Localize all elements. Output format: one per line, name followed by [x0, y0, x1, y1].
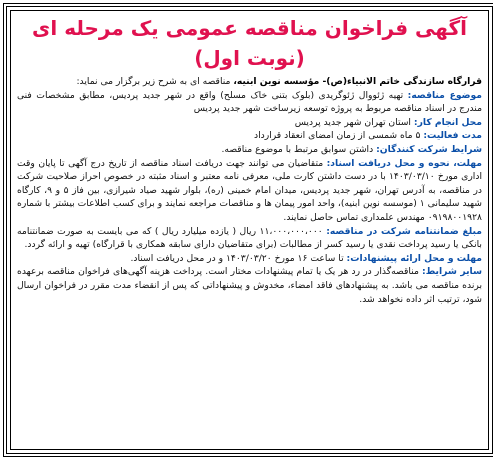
- section-text: تهیه ژئووال ژئوگریدی (بلوک بتنی خاک مسلح) واقع در شهر جدید پردیس، مطابق مشخصات فنی مندرج در اسناد مناقصه مربوط به پروژه توسعه زیرساخت شهر جدید پردیس: [17, 89, 482, 115]
- section-text: مناقصه‌گذار در رد هر یک یا تمام پیشنهادات مختار است. پرداخت هزینه آگهی‌های فراخوان مناقصه برعهده برنده مناقصه می باشد. به پیشنهادهای فاقد امضاء، مخدوش و پیشنهاداتی که پس از انقضاء مدت مقرر در فراخوان ارسال شود، ترتیب اثر داده نخواهد شد.: [17, 266, 482, 305]
- section-label: محل انجام کار:: [413, 116, 482, 128]
- section-label: موضوع مناقصه:: [407, 89, 482, 101]
- section-duration: [17, 129, 482, 143]
- intro-text: مناقصه ای به شرح زیر برگزار می نماید:: [76, 76, 234, 87]
- section-text: داشتن سوابق مرتبط با موضوع مناقصه.: [221, 143, 377, 155]
- section-deadline: [17, 252, 482, 266]
- notice-inner-border: [10, 10, 489, 450]
- intro-paragraph: [17, 75, 482, 89]
- section-label: مهلت، نحوه و محل دریافت اسناد:: [326, 157, 482, 169]
- section-label: مهلت و محل ارائه پیشنهادات:: [346, 252, 482, 264]
- organizer-name: قرارگاه سازندگی خاتم الانبیاء(ص)- مؤسسه نوین ابنیه،: [233, 76, 482, 87]
- notice-frame: [3, 3, 493, 457]
- section-label: سایر شرایط:: [422, 266, 483, 278]
- section-label: مبلغ ضمانتنامه شرکت در مناقصه:: [326, 225, 482, 237]
- notice-title: آگهی فراخوان مناقصه عمومی یک مرحله ای (نوبت اول): [32, 16, 467, 70]
- section-text: ۵ ماه شمسی از زمان امضای انعقاد قرارداد: [254, 130, 424, 142]
- section-label: مدت فعالیت:: [423, 130, 482, 142]
- section-text: تا ساعت ۱۶ مورخ ۱۴۰۳/۰۳/۲۰ و در محل دریافت اسناد.: [130, 252, 347, 264]
- section-documents: [17, 157, 482, 225]
- notice-body: [11, 75, 488, 306]
- section-text: ۱۱،۰۰۰،۰۰۰،۰۰۰ ریال ( یازده میلیارد ریال ) که می بایست به صورت ضمانتنامه بانکی یا رسید پرداخت نقدی یا رسید کسر از مطالبات (برای متقاضیان دارای سابقه همکاری با قرارگاه) تهیه و ارائه گردد.: [17, 225, 482, 251]
- section-subject: [17, 89, 482, 116]
- section-label: شرایط شرکت کنندگان:: [376, 143, 482, 155]
- section-participants: [17, 143, 482, 157]
- section-location: [17, 116, 482, 130]
- section-text: استان تهران شهر جدید پردیس: [294, 116, 414, 128]
- section-other-terms: [17, 265, 482, 306]
- section-guarantee: [17, 225, 482, 252]
- section-text: متقاضیان می توانند جهت دریافت اسناد مناقصه از تاریخ درج آگهی تا پایان وقت اداری مورخ ۱۴۰۳/۰۳/۱۰ با در دست داشتن کارت ملی، معرفی نامه معتبر و اسناد مثبته در خصوص احراز صلاحیت شرکت در مناقصه، به آدرس تهران، شهر جدید پردیس، میدان امام خمینی (ره)، بلوار شهید صیاد شیرازی، بین فاز ۵ و ۹، کارگاه شهید سلیمانی ۱ (موسسه نوین ابنیه)، واحد امور پیمان ها و مناقصات مراجعه نمایند و برای کسب اطلاعات بیشتر با شماره ۰۹۱۹۸۰۰۱۹۲۸ مهندس علمداری تماس حاصل نمایند.: [17, 157, 482, 223]
